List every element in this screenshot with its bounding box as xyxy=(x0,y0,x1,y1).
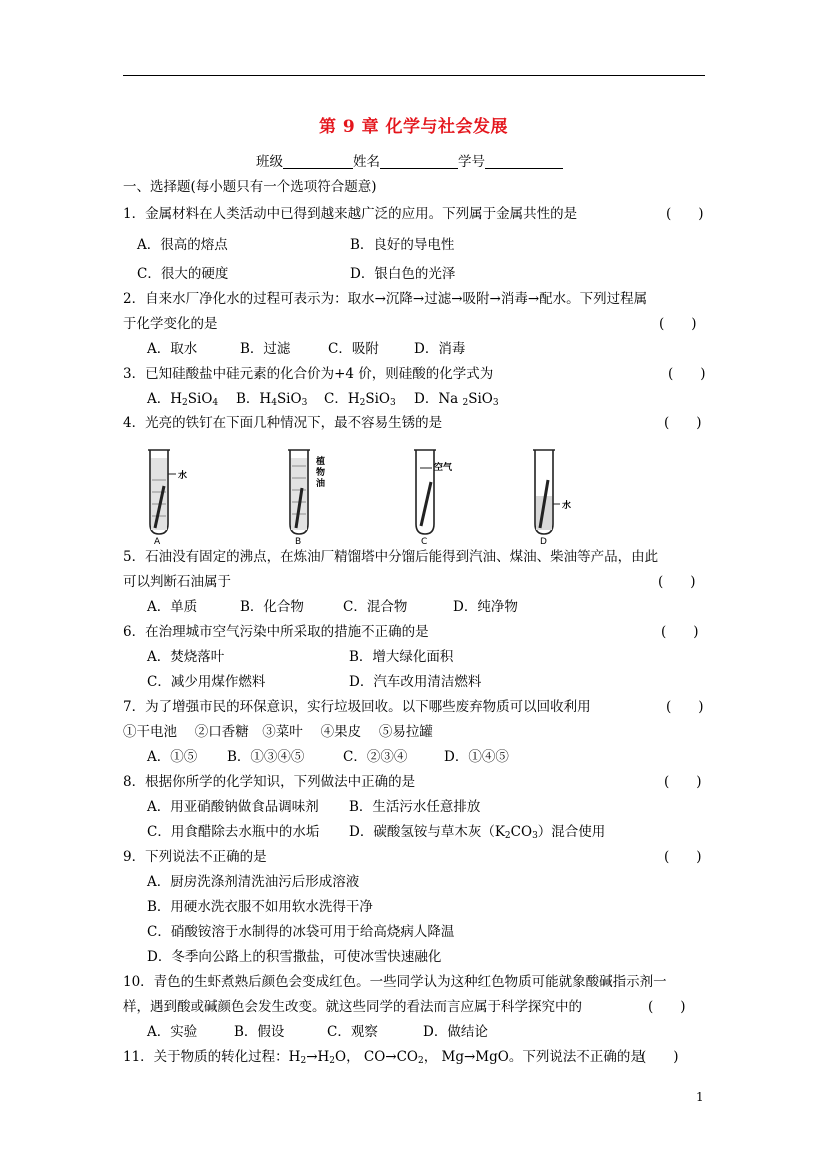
q7-option-a[interactable]: A．①⑤ xyxy=(147,749,198,765)
question-10-line-1: 10．青色的生虾煮熟后颜色会变成红色。一些同学认为这种红色物质可能就象酸碱指示剂一 xyxy=(123,974,667,990)
label-tube-d: D xyxy=(540,537,547,546)
q3-option-c[interactable]: C．$H_2SiO_3$ xyxy=(324,391,396,408)
id-field[interactable] xyxy=(485,154,563,169)
label-oil-3: 油 xyxy=(316,479,326,489)
q5-option-c[interactable]: C．混合物 xyxy=(343,599,408,615)
test-tube-d xyxy=(533,450,571,546)
q9-option-c[interactable]: C．硝酸铵溶于水制得的冰袋可用于给高烧病人降温 xyxy=(147,924,455,940)
test-tube-a xyxy=(148,450,187,546)
q8-option-b[interactable]: B．生活污水任意排放 xyxy=(349,799,481,815)
question-3: 3．已知硅酸盐中硅元素的化合价为+4 价，则硅酸的化学式为 xyxy=(123,366,494,382)
q2-option-d[interactable]: D．消毒 xyxy=(414,341,466,357)
question-10-line-2: 样，遇到酸或碱颜色会发生改变。就这些同学的看法而言应属于科学探究中的 xyxy=(123,999,582,1015)
page-number: 1 xyxy=(696,1090,704,1104)
q10-option-c[interactable]: C．观察 xyxy=(327,1024,378,1040)
answer-paren-6[interactable]: ( ) xyxy=(661,624,699,640)
q6-option-d[interactable]: D．汽车改用清洁燃料 xyxy=(349,674,482,690)
test-tube-c xyxy=(414,450,453,546)
q5-option-d[interactable]: D．纯净物 xyxy=(453,599,518,615)
label-air: 空气 xyxy=(434,463,453,473)
q1-option-b[interactable]: B．良好的导电性 xyxy=(350,237,455,253)
q8-option-d[interactable]: D．碳酸氢铵与草木灰$(K_2CO_3)$混合使用 xyxy=(349,824,606,841)
question-4: 4．光亮的铁钉在下面几种情况下，最不容易生锈的是 xyxy=(123,415,443,431)
q8-option-a[interactable]: A．用亚硝酸钠做食品调味剂 xyxy=(147,799,319,815)
answer-paren-4[interactable]: ( ) xyxy=(664,415,702,431)
q3-option-d[interactable]: D．Na $_2$SiO$_3$ xyxy=(414,391,499,408)
question-8: 8．根据你所学的化学知识，下列做法中正确的是 xyxy=(123,774,416,790)
question-9: 9．下列说法不正确的是 xyxy=(123,849,267,865)
name-field[interactable] xyxy=(380,154,458,169)
page-title: 第 9 章 化学与社会发展 xyxy=(318,117,509,137)
id-label: 学号 xyxy=(458,154,485,170)
question-2-line-2: 于化学变化的是 xyxy=(123,316,218,332)
answer-paren-5[interactable]: ( ) xyxy=(658,574,696,590)
q10-option-a[interactable]: A．实验 xyxy=(147,1024,198,1040)
answer-paren-7[interactable]: ( ) xyxy=(666,699,704,715)
q5-option-a[interactable]: A．单质 xyxy=(147,599,198,615)
q10-option-b[interactable]: B．假设 xyxy=(234,1024,285,1040)
label-oil-1: 植 xyxy=(316,457,326,467)
q7-option-d[interactable]: D．①④⑤ xyxy=(444,749,509,765)
q8-option-c[interactable]: C．用食醋除去水瓶中的水垢 xyxy=(147,824,320,840)
q9-option-a[interactable]: A．厨房洗涤剂清洗油污后形成溶液 xyxy=(147,874,360,890)
name-label: 姓名 xyxy=(353,154,380,170)
q6-option-c[interactable]: C．减少用煤作燃料 xyxy=(147,674,266,690)
q10-option-d[interactable]: D．做结论 xyxy=(423,1024,488,1040)
top-rule xyxy=(123,75,705,76)
test-tube-b xyxy=(288,450,325,546)
q1-option-c[interactable]: C．很大的硬度 xyxy=(137,266,229,282)
q1-option-d[interactable]: D．银白色的光泽 xyxy=(350,266,456,282)
answer-paren-11[interactable]: ( ) xyxy=(641,1049,679,1065)
q7-option-b[interactable]: B．①③④⑤ xyxy=(227,749,305,765)
q2-option-a[interactable]: A．取水 xyxy=(147,341,198,357)
label-water-a: 水 xyxy=(178,471,188,481)
q9-option-b[interactable]: B．用硬水洗衣服不如用软水洗得干净 xyxy=(147,899,373,915)
label-tube-a: A xyxy=(154,537,161,546)
class-label: 班级 xyxy=(256,154,283,170)
answer-paren-3[interactable]: ( ) xyxy=(668,366,706,382)
q9-option-d[interactable]: D．冬季向公路上的积雪撒盐，可使冰雪快速融化 xyxy=(147,949,442,965)
q7-option-c[interactable]: C．②③④ xyxy=(343,749,408,765)
question-7-items: ①干电池 ②口香糖 ③菜叶 ④果皮 ⑤易拉罐 xyxy=(123,724,433,740)
question-2-line-1: 2．自来水厂净化水的过程可表示为：取水→沉降→过滤→吸附→消毒→配水。下列过程属 xyxy=(123,291,648,307)
q6-option-a[interactable]: A．焚烧落叶 xyxy=(147,649,225,665)
question-6: 6．在治理城市空气污染中所采取的措施不正确的是 xyxy=(123,624,429,640)
q3-option-a[interactable]: A．$H_2SiO_4$ xyxy=(147,391,219,408)
question-1: 1．金属材料在人类活动中已得到越来越广泛的应用。下列属于金属共性的是 xyxy=(123,206,578,222)
section-heading: 一、选择题(每小题只有一个选项符合题意) xyxy=(123,179,377,195)
question-7: 7．为了增强市民的环保意识，实行垃圾回收。以下哪些废弃物质可以回收利用 xyxy=(123,699,591,715)
answer-paren-1[interactable]: ( ) xyxy=(666,206,704,222)
label-oil-2: 物 xyxy=(316,468,326,478)
answer-paren-9[interactable]: ( ) xyxy=(664,849,702,865)
test-tube-figure xyxy=(140,446,580,546)
question-5-line-2: 可以判断石油属于 xyxy=(123,574,231,590)
question-5-line-1: 5．石油没有固定的沸点，在炼油厂精馏塔中分馏后能得到汽油、煤油、柴油等产品，由此 xyxy=(123,549,659,565)
q5-option-b[interactable]: B．化合物 xyxy=(240,599,304,615)
q1-option-a[interactable]: A．很高的熔点 xyxy=(137,237,228,253)
q2-option-c[interactable]: C．吸附 xyxy=(328,341,379,357)
label-tube-c: C xyxy=(421,537,428,546)
answer-paren-2[interactable]: ( ) xyxy=(659,316,697,332)
answer-paren-10[interactable]: ( ) xyxy=(648,999,686,1015)
answer-paren-8[interactable]: ( ) xyxy=(664,774,702,790)
q3-option-b[interactable]: B．$H_4SiO_3$ xyxy=(236,391,308,408)
q6-option-b[interactable]: B．增大绿化面积 xyxy=(349,649,454,665)
student-info-line xyxy=(256,153,563,171)
label-tube-b: B xyxy=(295,537,302,546)
label-water-d: 水 xyxy=(562,501,572,511)
question-11: 11．关于物质的转化过程：$H_2\to H_2O$， $CO\to CO_2$， Mg→MgO。下列说法不正确的是 xyxy=(123,1049,644,1066)
q2-option-b[interactable]: B．过滤 xyxy=(240,341,291,357)
class-field[interactable] xyxy=(283,154,353,169)
